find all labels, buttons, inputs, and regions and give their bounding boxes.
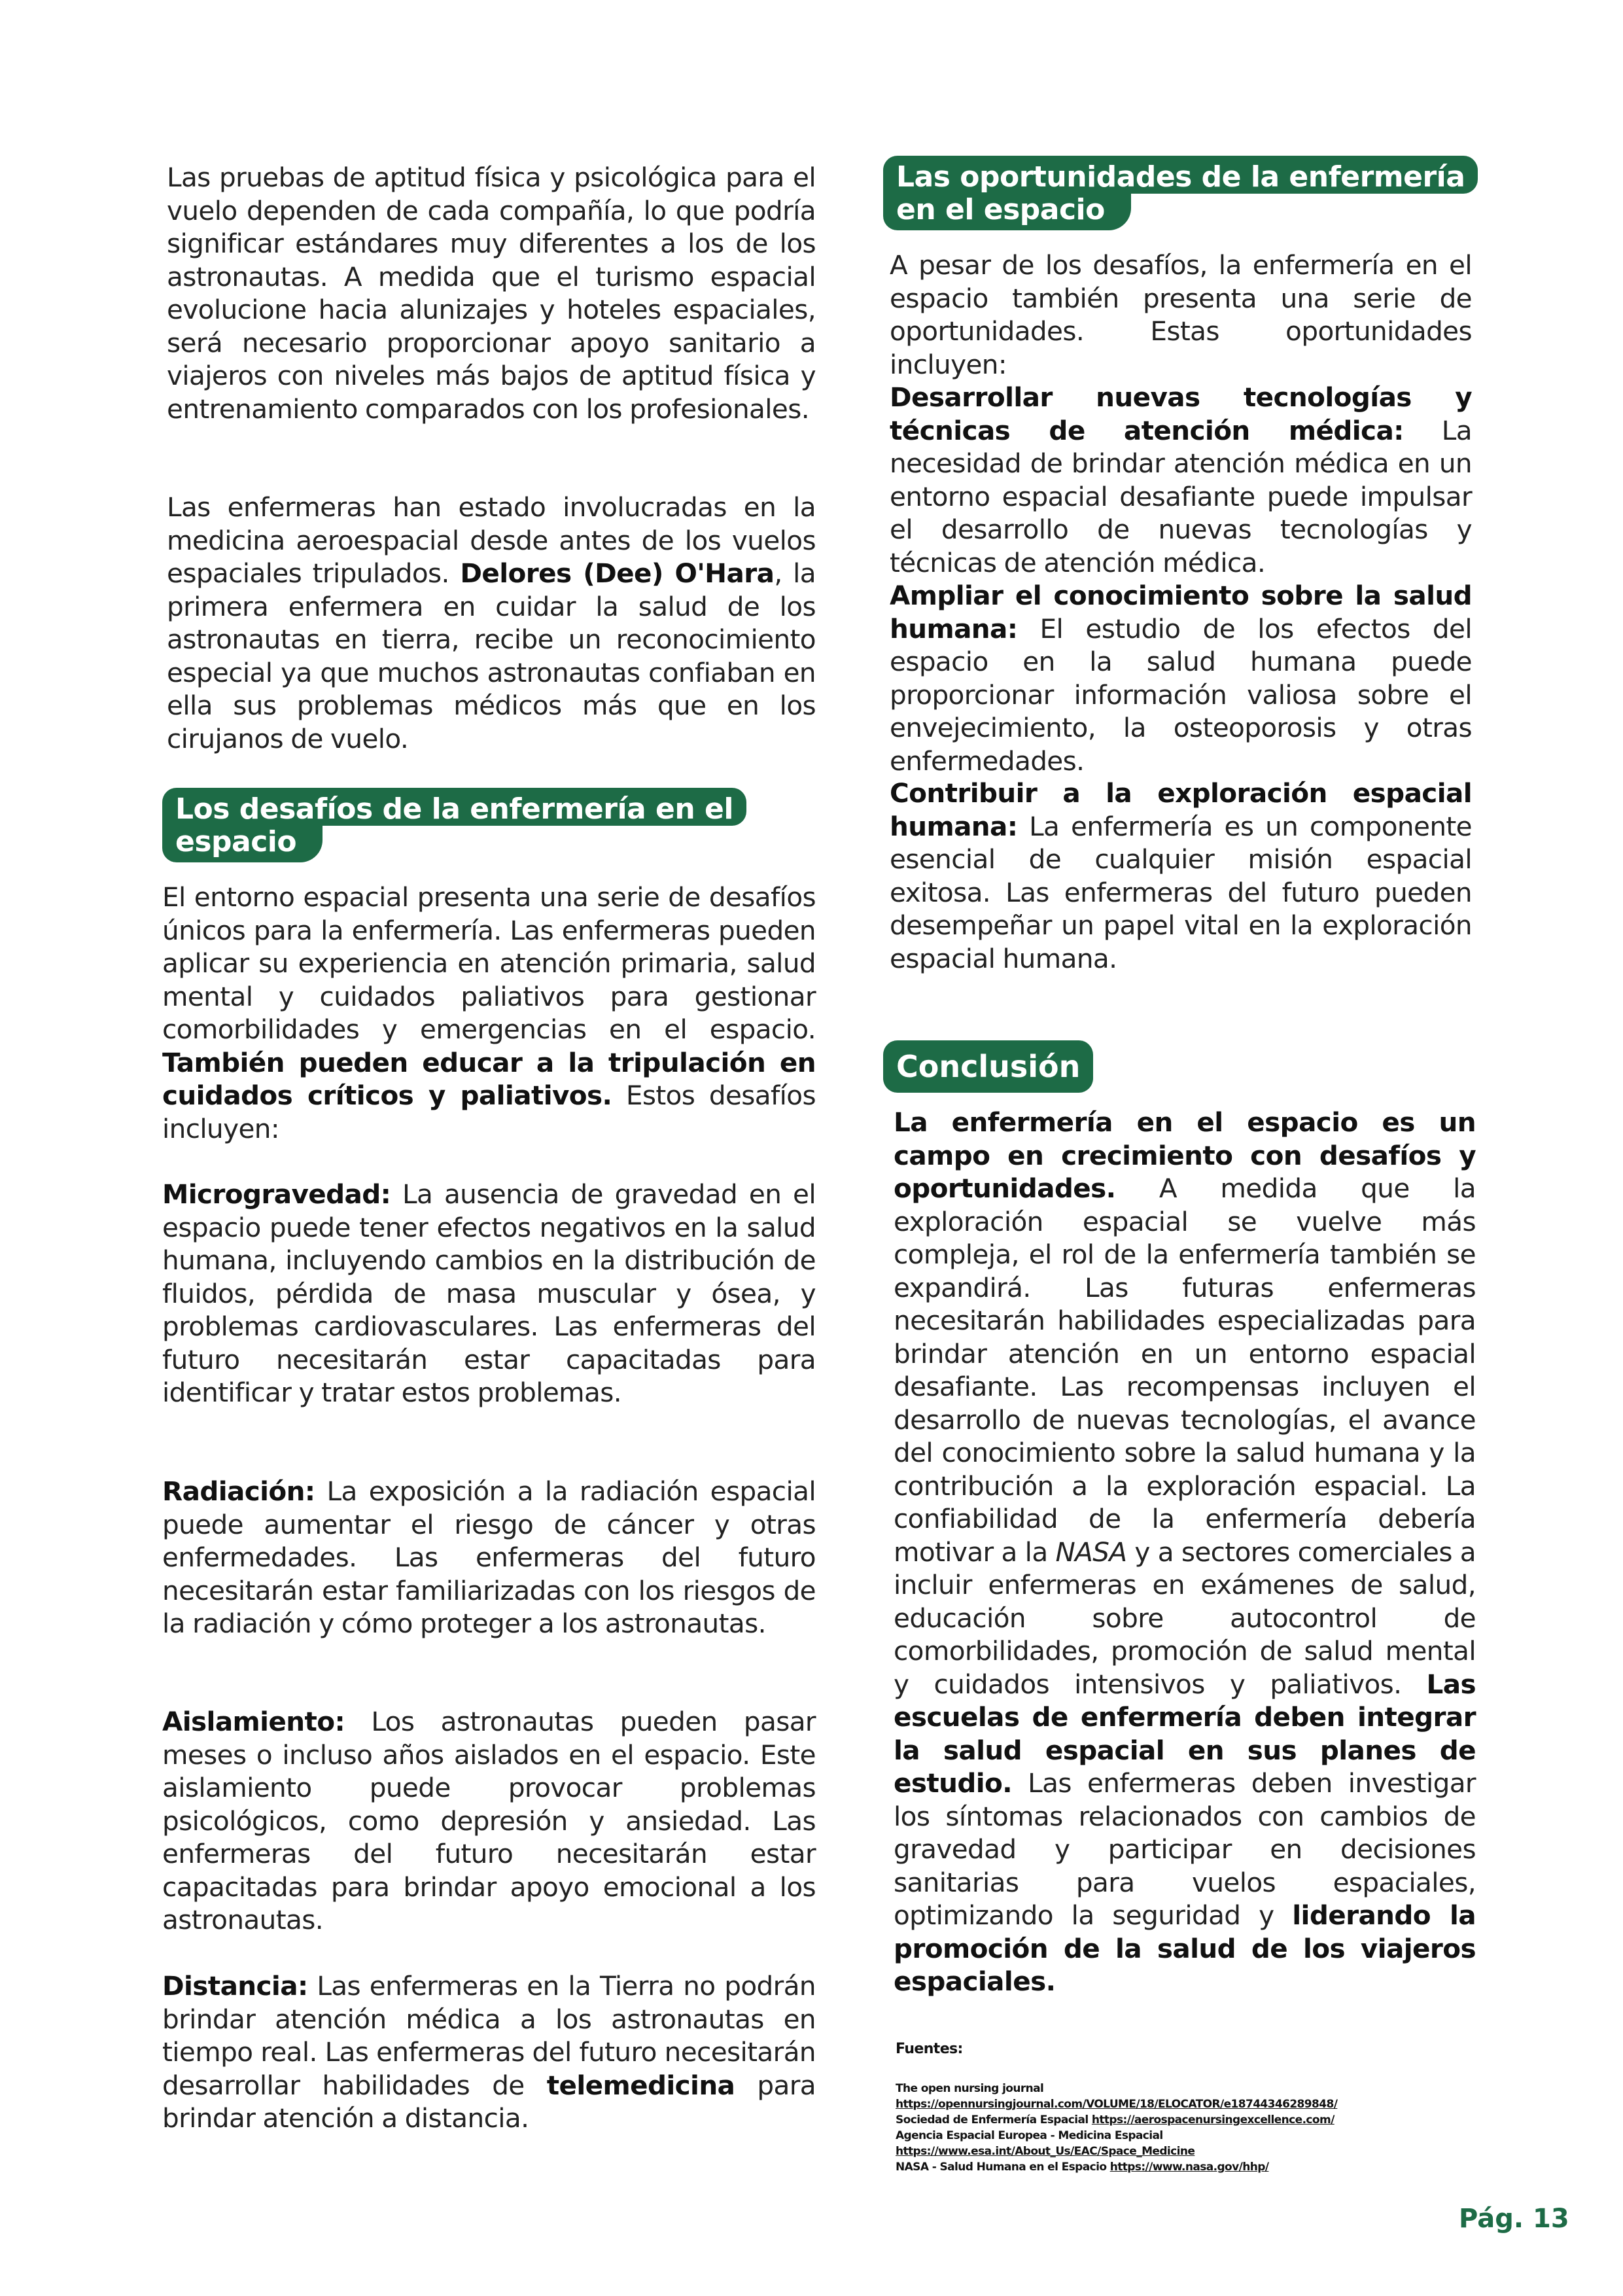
paragraph-emphasis: También pueden educar a la tripulación en cuidados críticos y paliativos. bbox=[162, 1046, 816, 1111]
source-name: The open nursing journal bbox=[896, 2082, 1044, 2095]
paragraph-emphasis: telemedicina bbox=[546, 2069, 735, 2101]
heading-challenges bbox=[162, 788, 746, 862]
source-name: Sociedad de Enfermería Espacial bbox=[896, 2113, 1092, 2127]
heading-conclusion: Conclusión bbox=[883, 1040, 1093, 1093]
sources-block bbox=[896, 2041, 1484, 2175]
term-label: Contribuir a la exploración espacial humana: bbox=[890, 777, 1472, 842]
source-name: Agencia Espacial Europea - Medicina Espacial bbox=[896, 2129, 1163, 2142]
paragraph-text: La enfermería es un componente esencial de cualquier misión espacial exitosa. Las enfermeras del futuro pueden desempeñar un papel vital en la exploración espacial humana. bbox=[890, 810, 1472, 974]
paragraph-microgravity bbox=[162, 1178, 816, 1409]
paragraph-challenges-intro bbox=[162, 881, 816, 1145]
term-label: Aislamiento: bbox=[162, 1706, 345, 1737]
paragraph-emphasis: La enfermería en el espacio es un campo en crecimiento con desafíos y oportunidades. bbox=[894, 1106, 1476, 1204]
heading-line-2: en el espacio bbox=[883, 194, 1131, 230]
source-link[interactable]: https://aerospacenursingexcellence.com/ bbox=[1091, 2113, 1335, 2127]
heading-line-1: Las oportunidades de la enfermería bbox=[883, 156, 1478, 194]
source-link[interactable]: https://www.nasa.gov/hhp/ bbox=[1109, 2161, 1269, 2174]
paragraph-text: Los astronautas pueden pasar meses o incluso años aislados en el espacio. Este aislamiento puede provocar problemas psicológicos, como depresión y ansiedad. Las enfermeras del futuro necesitarán estar capacitadas para brindar apoyo emocional a los astronautas. bbox=[162, 1706, 816, 1935]
paragraph-text: Las enfermeras deben investigar los síntomas relacionados con cambios de gravedad y participar en decisiones sanitarias para vuelos espaciales, optimizando la seguridad y bbox=[894, 1767, 1476, 1931]
paragraph-distance bbox=[162, 1969, 816, 2135]
paragraph-opportunity-tech bbox=[890, 381, 1472, 579]
source-entry bbox=[896, 2112, 1484, 2128]
paragraph-text: Las pruebas de aptitud física y psicológica para el vuelo dependen de cada compañía, lo que podría significar estándares muy diferentes a los de los astronautas. A medida que el turismo espacial evolucione hacia alunizajes y hoteles espaciales, será necesario proporcionar apoyo sanitario a viajeros con niveles más bajos de aptitud física y entrenamiento comparados con los profesionales. bbox=[167, 162, 816, 425]
paragraph-isolation bbox=[162, 1705, 816, 1937]
heading-line-2: espacio bbox=[162, 826, 323, 862]
paragraph-text: Las enfermeras en la Tierra no podrán brindar atención médica a los astronautas en tiempo real. Las enfermeras del futuro necesitarán desarrollar habilidades de bbox=[162, 1970, 816, 2101]
paragraph-text: A medida que la exploración espacial se vuelve más compleja, el rol de la enfermería también se expandirá. Las futuras enfermeras necesitarán habilidades especializadas para brindar atención en un entorno espacial desafiante. Las recompensas incluyen el desarrollo de nuevas tecnologías, el avance del conocimiento sobre la salud humana y la contribución a la exploración espacial. La confiabilidad de la enfermería debería motivar a la bbox=[894, 1173, 1476, 1568]
paragraph-text: Estos desafíos incluyen: bbox=[162, 1080, 816, 1144]
heading-opportunities bbox=[883, 156, 1478, 230]
paragraph-text: y a sectores comerciales a incluir enfermeras en exámenes de salud, educación sobre autocontrol de comorbilidades, promoción de salud mental y cuidados intensivos y paliativos. bbox=[894, 1536, 1476, 1700]
paragraph-emphasis: liderando la promoción de la salud de los viajeros espaciales. bbox=[894, 1899, 1476, 1997]
term-label: Distancia: bbox=[162, 1970, 308, 2002]
source-link[interactable]: https://www.esa.int/About_Us/EAC/Space_Medicine bbox=[896, 2145, 1195, 2158]
paragraph-text: La exposición a la radiación espacial puede aumentar el riesgo de cáncer y otras enfermedades. Las enfermeras del futuro necesitarán estar familiarizadas con los riesgos de la radiación y cómo proteger a los astronautas. bbox=[162, 1475, 816, 1639]
paragraph-opportunity-knowledge bbox=[890, 579, 1472, 777]
source-name: NASA - Salud Humana en el Espacio bbox=[896, 2161, 1110, 2174]
term-label: Ampliar el conocimiento sobre la salud humana: bbox=[890, 580, 1472, 645]
page-number: Pág. 13 bbox=[1459, 2204, 1569, 2234]
paragraph-emphasis: Las escuelas de enfermería deben integrar la salud espacial en sus planes de estudio. bbox=[894, 1668, 1476, 1799]
paragraph-text: La ausencia de gravedad en el espacio puede tener efectos negativos en la salud humana, incluyendo cambios en la distribución de fluidos, pérdida de masa muscular y ósea, y problemas cardiovasculares. Las enfermeras del futuro necesitarán estar capacitadas para identificar y tratar estos problemas. bbox=[162, 1178, 816, 1408]
paragraph-opportunities-intro bbox=[890, 249, 1472, 381]
heading-line-1: Los desafíos de la enfermería en el bbox=[162, 788, 746, 826]
nasa-italic: NASA bbox=[1055, 1536, 1127, 1568]
paragraph-conclusion bbox=[894, 1106, 1476, 1998]
source-link[interactable]: https://opennursingjournal.com/VOLUME/18/ELOCATOR/e18744346289848/ bbox=[896, 2098, 1338, 2111]
paragraph-text: Las enfermeras han estado involucradas en la medicina aeroespacial desde antes de los vuelos espaciales tripulados. bbox=[167, 491, 816, 589]
paragraph-text: A pesar de los desafíos, la enfermería en el espacio también presenta una serie de oportunidades. Estas oportunidades incluyen: bbox=[890, 249, 1472, 380]
paragraph-text: La necesidad de brindar atención médica en un entorno espacial desafiante puede impulsar el desarrollo de nuevas tecnologías y técnicas de atención médica. bbox=[890, 414, 1472, 578]
highlight-name: Delores (Dee) O'Hara bbox=[460, 557, 775, 589]
paragraph-opportunity-exploration bbox=[890, 777, 1472, 975]
sources-title: Fuentes: bbox=[896, 2041, 963, 2057]
paragraph-text: El entorno espacial presenta una serie de desafíos únicos para la enfermería. Las enfermeras pueden aplicar su experiencia en atención primaria, salud mental y cuidados paliativos para gestionar comorbilidades y emergencias en el espacio. bbox=[162, 881, 816, 1045]
paragraph-text: El estudio de los efectos del espacio en la salud humana puede proporcionar información valiosa sobre el envejecimiento, la osteoporosis y otras enfermedades. bbox=[890, 612, 1472, 777]
paragraph-fitness-tests bbox=[167, 161, 816, 425]
paragraph-nurses-aerospace bbox=[167, 491, 816, 755]
term-label: Radiación: bbox=[162, 1475, 315, 1507]
term-label: Microgravedad: bbox=[162, 1178, 391, 1210]
paragraph-radiation bbox=[162, 1475, 816, 1640]
paragraph-text: , la primera enfermera en cuidar la salud de los astronautas en tierra, recibe un reconocimiento especial ya que muchos astronautas confiaban en ella sus problemas médicos más que en los cirujanos de vuelo. bbox=[167, 557, 816, 754]
paragraph-text: para brindar atención a distancia. bbox=[162, 2069, 816, 2134]
term-label: Desarrollar nuevas tecnologías y técnicas de atención médica: bbox=[890, 381, 1472, 446]
source-entry bbox=[896, 2159, 1484, 2175]
